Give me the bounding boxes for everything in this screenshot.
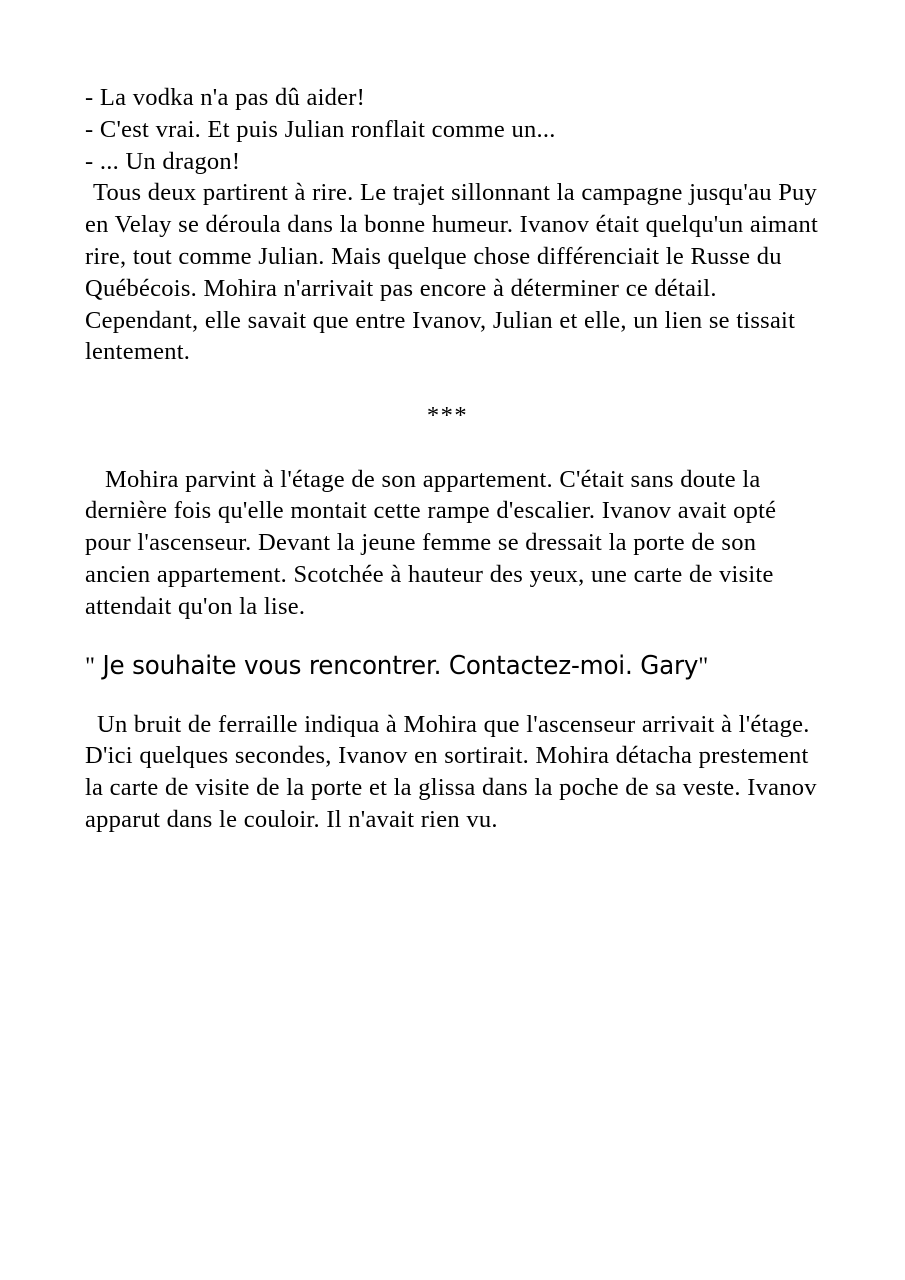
dialogue-line-1: - La vodka n'a pas dû aider! — [85, 84, 366, 111]
card-note-close-quote: " — [698, 650, 709, 680]
spacer-before-card-note — [85, 623, 820, 649]
text-column — [85, 82, 820, 836]
business-card-note — [85, 649, 794, 683]
scene-break-asterisks: *** — [426, 401, 469, 429]
paragraph-stairs: Mohira parvint à l'étage de son appartement. C'était sans doute la dernière fois qu'elle montait cette rampe d'escalier. Ivanov avait opté pour l'ascenseur. Devant la jeune femme se dressait la porte de son ancien appartement. Scotchée à hauteur des yeux, une carte de visite attendait qu'on la lise. — [85, 465, 777, 620]
dialogue-line-2: - C'est vrai. Et puis Julian ronflait comme un... — [85, 115, 556, 143]
paragraph-elevator: Un bruit de ferraille indiqua à Mohira que l'ascenseur arrivait à l'étage. D'ici quelques secondes, Ivanov en sortirait. Mohira détacha prestement la carte de visite de la porte et la glissa dans la poche de sa veste. Ivanov apparut dans le couloir. Il n'avait rien vu. — [85, 710, 817, 833]
spacer-before-scene-break — [85, 368, 820, 400]
spacer-after-card-note — [85, 683, 820, 709]
spacer-after-scene-break — [85, 432, 820, 464]
dialogue-block — [85, 82, 820, 177]
paragraph-travel: Tous deux partirent à rire. Le trajet sillonnant la campagne jusqu'au Puy en Velay se déroula dans la bonne humeur. Ivanov était quelqu'un aimant rire, tout comme Julian. Mais quelque chose différenciait le Russe du Québécois. Mohira n'arrivait pas encore à déterminer ce détail. Cependant, elle savait que entre Ivanov, Julian et elle, un lien se tissait lentement. — [85, 179, 818, 366]
dialogue-line-3: - ... Un dragon! — [85, 147, 241, 175]
card-note-text: Je souhaite vous rencontrer. Contactez-moi. Gary — [94, 650, 699, 681]
card-note-open-quote: " — [85, 650, 95, 680]
